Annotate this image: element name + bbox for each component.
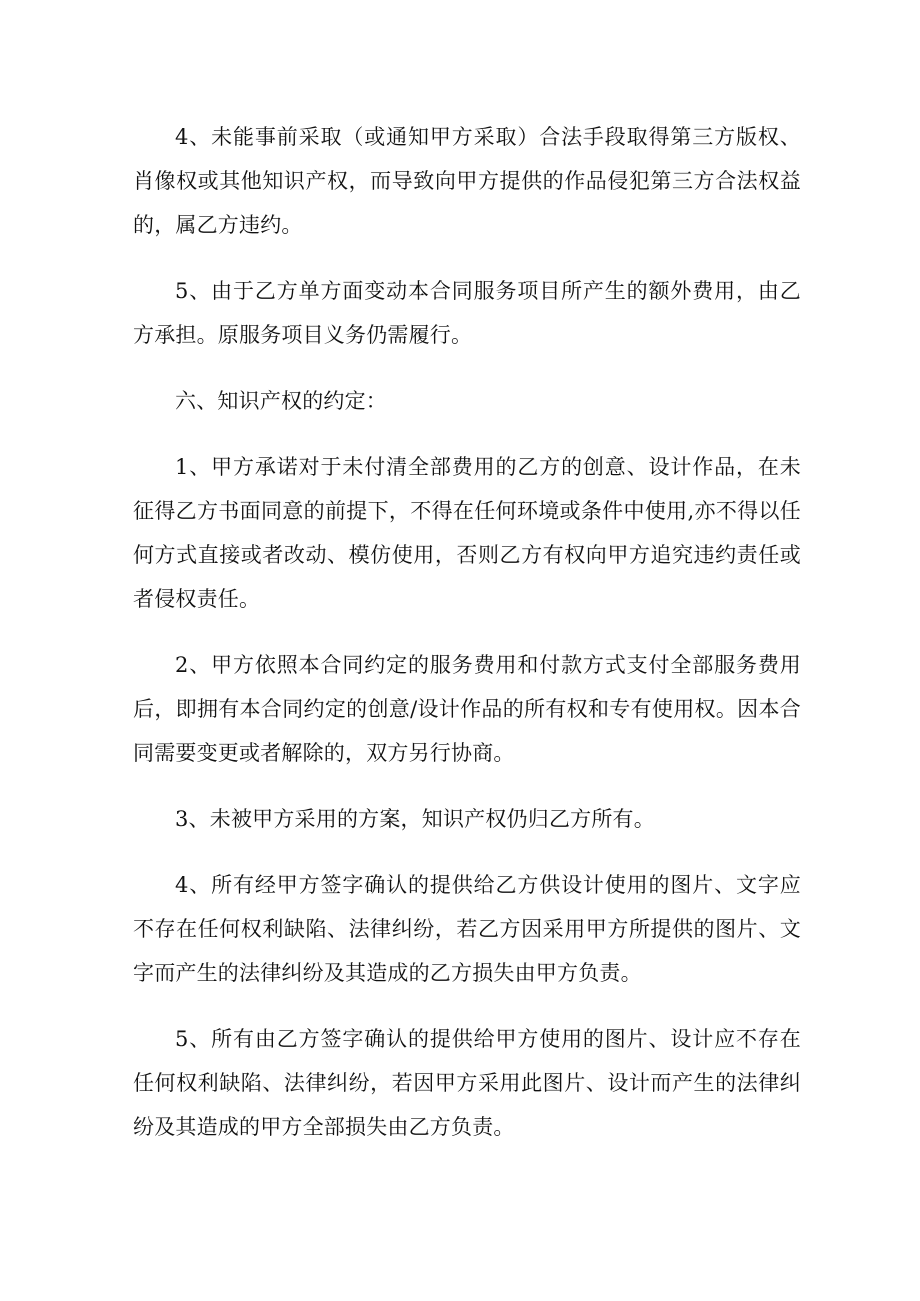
document-body <box>133 115 801 1171</box>
paragraph-clause-4-infringement: 4、未能事前采取（或通知甲方采取）合法手段取得第三方版权、肖像权或其他知识产权，而导致向甲方提供的作品侵犯第三方合法权益的，属乙方违约。 <box>133 125 801 237</box>
paragraph-ip-clause-1: 1、甲方承诺对于未付清全部费用的乙方的创意、设计作品，在未征得乙方书面同意的前提下，不得在任何环境或条件中使用,亦不得以任何方式直接或者改动、模仿使用，否则乙方有权向甲方追究违约责任或者侵权责任。 <box>133 455 801 611</box>
section-heading-ip: 六、知识产权的约定： <box>175 389 387 413</box>
paragraph-ip-clause-5: 5、所有由乙方签字确认的提供给甲方使用的图片、设计应不存在任何权利缺陷、法律纠纷，若因甲方采用此图片、设计而产生的法律纠纷及其造成的甲方全部损失由乙方负责。 <box>133 1027 801 1139</box>
paragraph-ip-clause-3: 3、未被甲方采用的方案，知识产权仍归乙方所有。 <box>175 807 655 831</box>
paragraph-ip-clause-2: 2、甲方依照本合同约定的服务费用和付款方式支付全部服务费用后，即拥有本合同约定的创意/设计作品的所有权和专有使用权。因本合同需要变更或者解除的，双方另行协商。 <box>133 653 801 765</box>
paragraph-ip-clause-4: 4、所有经甲方签字确认的提供给乙方供设计使用的图片、文字应不存在任何权利缺陷、法律纠纷，若乙方因采用甲方所提供的图片、文字而产生的法律纠纷及其造成的乙方损失由甲方负责。 <box>133 873 801 985</box>
paragraph-clause-5-extra-costs: 5、由于乙方单方面变动本合同服务项目所产生的额外费用，由乙方承担。原服务项目义务仍需履行。 <box>133 279 801 347</box>
